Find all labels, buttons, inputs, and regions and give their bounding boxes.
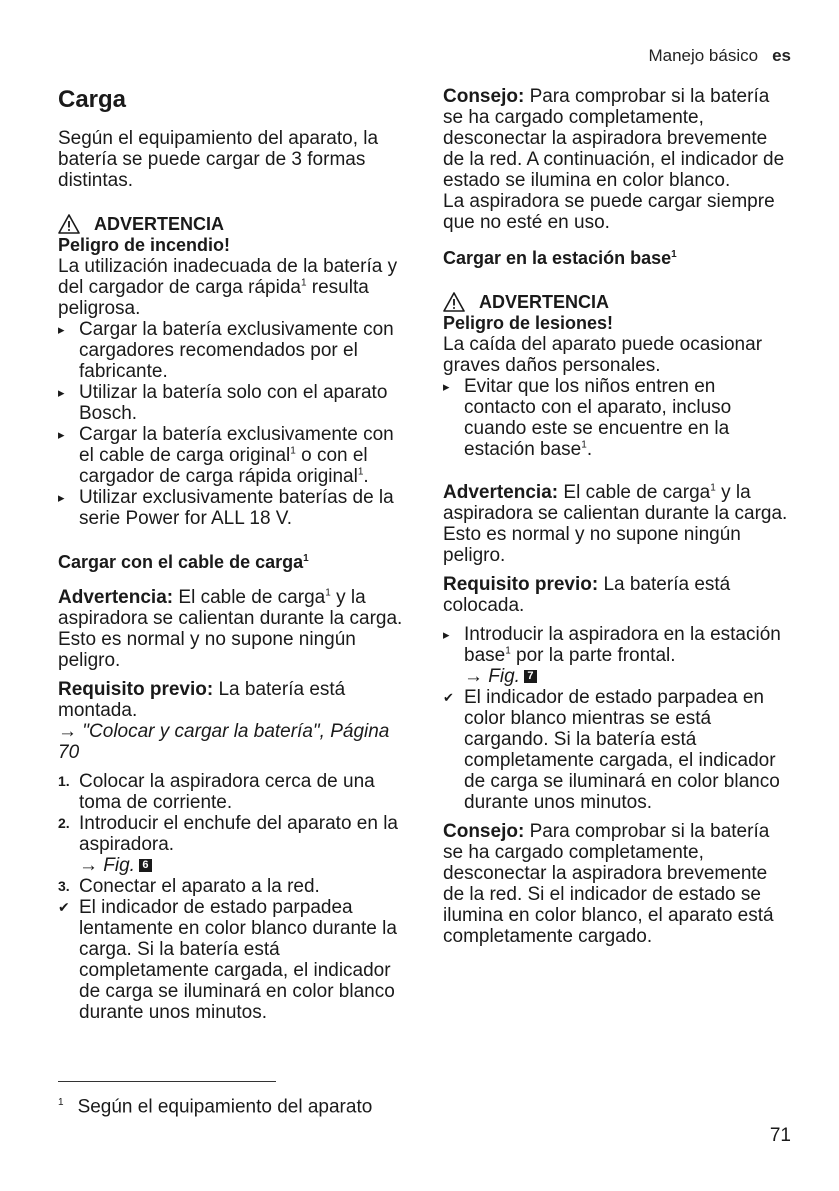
warning-heading: ADVERTENCIA (94, 214, 225, 234)
step-item: 3. Conectar el aparato a la red. (58, 876, 320, 897)
intro-text: Según el equipamiento del aparato, la batería se puede cargar de 3 formas distintas. (58, 128, 379, 191)
list-item: ▸ Evitar que los niños entren en contacto con el aparato, incluso cuando este se encuentre en la estación base$^1$. (443, 376, 732, 460)
header-lang: es (772, 46, 791, 65)
warning-subheading: Peligro de incendio! (58, 235, 231, 255)
base-heading: Cargar en la estación base$^1$ (443, 248, 677, 268)
warning-triangle-icon (58, 214, 80, 234)
list-item: ▸ Utilizar la batería solo con el aparato Bosch. (58, 382, 388, 424)
arrow-icon: → (79, 855, 98, 876)
bullet-icon: ▸ (58, 322, 65, 337)
step-item: 2. Introducir el enchufe del aparato en la aspiradora. → Fig. 6 (58, 813, 398, 876)
page-number: 71 (769, 1125, 791, 1146)
step-item: ▸ Introducir la aspiradora en la estación base$^1$ por la parte frontal. → Fig. 7 (443, 624, 781, 687)
warning-bullet-list (58, 319, 403, 529)
list-item: ▸ Utilizar exclusivamente baterías de la serie Power for ALL 18 V. (58, 487, 394, 529)
arrow-icon: → (58, 721, 77, 742)
bullet-icon: ▸ (443, 627, 450, 642)
bullet-icon: ▸ (58, 490, 65, 505)
warning-triangle-icon (443, 292, 465, 312)
figure-badge: 6 (139, 859, 152, 872)
warning-bullet-list (443, 376, 788, 460)
page-header (648, 46, 791, 66)
section-title: Carga (58, 86, 127, 113)
result-item: ✔ El indicador de estado parpadea en color blanco mientras se está cargando. Si la batería está completamente cargada, el indicador de carga se iluminará en color blanco durante unos minutos. (443, 687, 780, 813)
warning-heading: ADVERTENCIA (479, 292, 610, 312)
list-item: ▸ Cargar la batería exclusivamente con cargadores recomendados por el fabricante. (58, 319, 394, 382)
steps-list (443, 624, 788, 813)
footnote-divider (58, 1081, 276, 1082)
consejo-note: Consejo: Para comprobar si la batería se ha cargado completamente, desconectar la aspiradora brevemente de la red. A continuación, el indicador de estado se ilumina en color blanco. La aspiradora se puede cargar siempre que no esté en uso. (443, 86, 785, 233)
warning-text: La caída del aparato puede ocasionar graves daños personales. (443, 334, 763, 376)
left-column (58, 86, 403, 1023)
advertencia-note: Advertencia: El cable de carga$^1$ y la aspiradora se calientan durante la carga. Esto es normal y no supone ningún peligro. (443, 482, 788, 566)
right-column (443, 86, 788, 947)
bullet-icon: ▸ (443, 379, 450, 394)
figure-badge: 7 (524, 670, 537, 683)
header-section: Manejo básico (648, 46, 759, 65)
warning-fire (58, 213, 403, 529)
check-icon: ✔ (443, 690, 454, 705)
warning-text: La utilización inadecuada de la batería y del cargador de carga rápida$^1$ resulta peligrosa. (58, 256, 398, 319)
list-item: ▸ Cargar la batería exclusivamente con el cable de carga original$^1$ o con el cargador de carga rápida original$^1$. (58, 424, 394, 487)
requisito-note: Requisito previo: La batería está colocada. (443, 574, 731, 616)
result-item: ✔ El indicador de estado parpadea lentamente en color blanco durante la carga. Si la batería está completamente cargada, el indicador de carga se iluminará en color blanco durante unos minutos. (58, 897, 397, 1023)
warning-injury (443, 291, 788, 460)
warning-subheading: Peligro de lesiones! (443, 313, 614, 333)
cross-reference: → "Colocar y cargar la batería", Página 70 (58, 721, 390, 763)
check-icon: ✔ (58, 899, 70, 915)
bullet-icon: ▸ (58, 427, 65, 442)
footnote: $^1$ Según el equipamiento del aparato (58, 1096, 373, 1118)
requisito-note: Requisito previo: La batería está montada. (58, 679, 346, 721)
advertencia-note: Advertencia: El cable de carga$^1$ y la aspiradora se calientan durante la carga. Esto es normal y no supone ningún peligro. (58, 587, 403, 671)
cable-heading: Cargar con el cable de carga$^1$ (58, 552, 309, 572)
bullet-icon: ▸ (58, 385, 65, 400)
step-item: 1. Colocar la aspiradora cerca de una toma de corriente. (58, 771, 375, 813)
steps-list (58, 771, 403, 1023)
arrow-icon: → (464, 666, 483, 687)
consejo-note: Consejo: Para comprobar si la batería se ha cargado completamente, desconectar la aspiradora brevemente de la red. Si el indicador de estado se ilumina en color blanco, el aparato está completamente cargado. (443, 821, 774, 947)
